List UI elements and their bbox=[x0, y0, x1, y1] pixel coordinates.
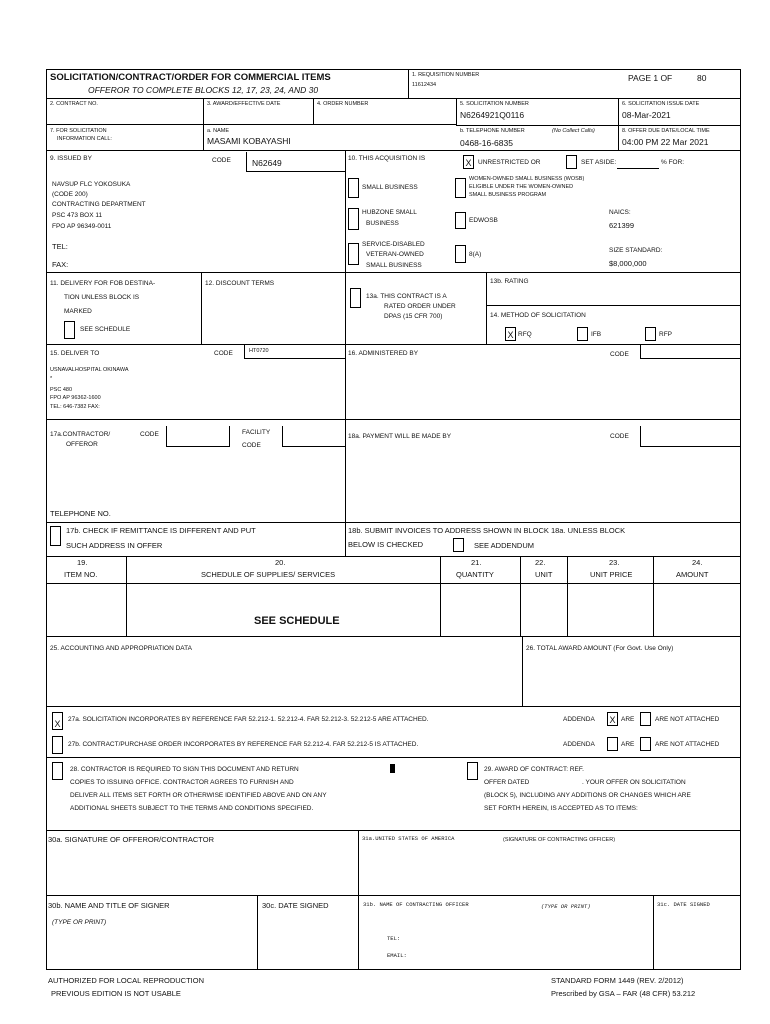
footer-right-2: Prescribed by GSA – FAR (48 CFR) 53.212 bbox=[551, 989, 696, 998]
telephone-number: 0468-16-6835 bbox=[460, 138, 513, 148]
sdvosb-line-1: SERVICE-DISABLED bbox=[362, 241, 425, 248]
see-addendum-label: SEE ADDENDUM bbox=[474, 541, 535, 550]
due-date-time: 04:00 PM 22 Mar 2021 bbox=[622, 137, 709, 147]
see-addendum-checkbox[interactable] bbox=[453, 538, 464, 552]
contractor-label-2: OFFEROR bbox=[66, 441, 98, 448]
col-quantity: QUANTITY bbox=[456, 570, 494, 579]
hubzone-line-1: HUBZONE SMALL bbox=[362, 209, 417, 216]
col-23-num: 23. bbox=[609, 558, 620, 567]
b29-line-3: (BLOCK 5), INCLUDING ANY ADDITIONS OR CHANGES WHICH ARE bbox=[484, 792, 691, 799]
b27a-are-not: ARE NOT ATTACHED bbox=[655, 716, 720, 723]
b27b-are: ARE bbox=[621, 741, 635, 748]
b27a-addenda: ADDENDA bbox=[563, 716, 595, 723]
b18b-line-2: BELOW IS CHECKED bbox=[348, 540, 424, 549]
col-unit-price: UNIT PRICE bbox=[590, 570, 633, 579]
deliver-line-3: PSC 480 bbox=[50, 387, 73, 393]
ifb-checkbox[interactable] bbox=[577, 327, 588, 341]
col-item-no: ITEM NO. bbox=[64, 570, 98, 579]
rfp-label: RFP bbox=[659, 331, 672, 338]
size-standard-label: SIZE STANDARD: bbox=[609, 247, 663, 254]
form-title: SOLICITATION/CONTRACT/ORDER FOR COMMERCIAL ITEMS bbox=[50, 72, 331, 83]
no-collect-note: (No Collect Calls) bbox=[552, 128, 595, 134]
facility-label-1: FACILITY bbox=[242, 429, 271, 436]
col-21-num: 21. bbox=[471, 558, 482, 567]
b17b-line-2: SUCH ADDRESS IN OFFER bbox=[66, 541, 163, 550]
unrestricted-checkbox[interactable]: X bbox=[463, 155, 474, 169]
rated-order-checkbox[interactable] bbox=[350, 288, 361, 308]
col-unit: UNIT bbox=[535, 570, 553, 579]
facility-label-2: CODE bbox=[242, 442, 261, 449]
discount-terms-label: 12. DISCOUNT TERMS bbox=[205, 280, 275, 287]
b27b-text: 27b. CONTRACT/PURCHASE ORDER INCORPORATES BY REFERENCE FAR 52.212-4. FAR 52.212-5 IS ATTACHED. bbox=[68, 741, 419, 748]
b11-line-1: 11. DELIVERY FOR FOB DESTINA- bbox=[50, 280, 156, 287]
requisition-label: 1. REQUISITION NUMBER bbox=[412, 72, 480, 78]
b17b-line-1: 17b. CHECK IF REMITTANCE IS DIFFERENT AND PUT bbox=[66, 526, 256, 535]
contractor-code-label: CODE bbox=[140, 431, 159, 438]
hubzone-line-2: BUSINESS bbox=[366, 220, 399, 227]
for-info-label-2: INFORMATION CALL: bbox=[57, 136, 112, 142]
col-22-num: 22. bbox=[535, 558, 546, 567]
set-aside-label: SET ASIDE: bbox=[581, 159, 617, 166]
contact-name-label: a. NAME bbox=[207, 128, 230, 134]
b28-line-1: 28. CONTRACTOR IS REQUIRED TO SIGN THIS DOCUMENT AND RETURN bbox=[70, 766, 299, 773]
b27b-are-checkbox[interactable] bbox=[607, 737, 618, 751]
rfp-checkbox[interactable] bbox=[645, 327, 656, 341]
b31b-note: (TYPE OR PRINT) bbox=[541, 903, 591, 910]
deliver-to-label: 15. DELIVER TO bbox=[50, 350, 100, 357]
payment-label: 18a. PAYMENT WILL BE MADE BY bbox=[348, 433, 452, 440]
issued-line-4: PSC 473 BOX 11 bbox=[52, 212, 103, 219]
b27a-are: ARE bbox=[621, 716, 635, 723]
eight-a-label: 8(A) bbox=[469, 251, 482, 258]
deliver-code: HT0720 bbox=[249, 348, 269, 354]
issued-fax-label: FAX: bbox=[52, 260, 69, 269]
b29-your-offer: . YOUR OFFER ON SOLICITATION bbox=[582, 779, 686, 786]
b31a-label: 31a.UNITED STATES OF AMERICA bbox=[362, 835, 455, 842]
b27a-are-not-checkbox[interactable] bbox=[640, 712, 651, 726]
solicitation-number: N6264921Q0116 bbox=[460, 110, 525, 120]
wosb-line-3: SMALL BUSINESS PROGRAM bbox=[469, 192, 547, 198]
administered-by-label: 16. ADMINISTERED BY bbox=[348, 350, 419, 357]
eight-a-checkbox[interactable] bbox=[455, 245, 466, 263]
issued-line-1: NAVSUP FLC YOKOSUKA bbox=[52, 181, 131, 188]
order-number-label: 4. ORDER NUMBER bbox=[317, 101, 369, 107]
payment-code-field bbox=[640, 426, 741, 447]
col-19-num: 19. bbox=[77, 558, 88, 567]
issued-tel-label: TEL: bbox=[52, 242, 68, 251]
b13a-line-3: DPAS (15 CFR 700) bbox=[384, 313, 443, 320]
b29-line-2: OFFER DATED bbox=[484, 779, 530, 786]
solicitation-number-label: 5. SOLICITATION NUMBER bbox=[460, 101, 529, 107]
edwosb-checkbox[interactable] bbox=[455, 212, 466, 229]
b28-line-3: DELIVER ALL ITEMS SET FORTH OR OTHERWISE IDENTIFIED ABOVE AND ON ANY bbox=[70, 792, 327, 799]
telephone-label: b. TELEPHONE NUMBER bbox=[460, 128, 525, 134]
footer-right-1: STANDARD FORM 1449 (REV. 2/2012) bbox=[551, 976, 684, 985]
contractor-code-field bbox=[166, 426, 230, 447]
b13a-line-1: 13a. THIS CONTRACT IS A bbox=[366, 293, 447, 300]
issued-code-label: CODE bbox=[212, 157, 231, 164]
issued-line-2: (CODE 200) bbox=[52, 191, 88, 198]
b29-line-1: 29. AWARD OF CONTRACT: REF. bbox=[484, 766, 584, 773]
ifb-label: IFB bbox=[591, 331, 602, 338]
issued-line-3: CONTRACTING DEPARTMENT bbox=[52, 201, 146, 208]
wosb-line-2: ELIGIBLE UNDER THE WOMEN-OWNED bbox=[469, 184, 574, 190]
see-schedule-body: SEE SCHEDULE bbox=[254, 615, 340, 627]
b27a-are-checkbox[interactable]: X bbox=[607, 712, 618, 726]
b29-checkbox[interactable] bbox=[467, 762, 478, 780]
b27a-text: 27a. SOLICITATION INCORPORATES BY REFERENCE FAR 52.212-1. 52.212-4. FAR 52.212-3. 52.212-5 ARE ATTACHED. bbox=[68, 716, 429, 723]
b27b-addenda: ADDENDA bbox=[563, 741, 595, 748]
hubzone-checkbox[interactable] bbox=[348, 208, 359, 230]
naics-code: 621399 bbox=[609, 221, 635, 230]
b13a-line-2: RATED ORDER UNDER bbox=[384, 303, 456, 310]
copies-marker bbox=[390, 764, 395, 773]
sdvosb-line-2: VETERAN-OWNED bbox=[366, 251, 424, 258]
b11-line-3: MARKED bbox=[64, 308, 92, 315]
contract-no-label: 2. CONTRACT NO. bbox=[50, 101, 98, 107]
col-schedule: SCHEDULE OF SUPPLIES/ SERVICES bbox=[201, 570, 336, 579]
b27a-checkbox[interactable]: X bbox=[52, 712, 63, 730]
col-amount: AMOUNT bbox=[676, 570, 709, 579]
admin-code-field bbox=[640, 345, 741, 359]
acquisition-label: 10. THIS ACQUISITION IS bbox=[348, 155, 426, 162]
b30c-label: 30c. DATE SIGNED bbox=[262, 901, 329, 910]
b18b-line-1: 18b. SUBMIT INVOICES TO ADDRESS SHOWN IN BLOCK 18a. UNLESS BLOCK bbox=[348, 526, 626, 535]
small-business-checkbox[interactable] bbox=[348, 178, 359, 198]
b30b-type-print: (TYPE OR PRINT) bbox=[52, 919, 107, 926]
due-date-label: 8. OFFER DUE DATE/LOCAL TIME bbox=[622, 128, 710, 134]
admin-code-label: CODE bbox=[610, 351, 629, 358]
footer-left-2: PREVIOUS EDITION IS NOT USABLE bbox=[51, 989, 181, 998]
rfq-label: RFQ bbox=[518, 331, 532, 338]
remittance-checkbox[interactable] bbox=[50, 526, 61, 546]
sdvosb-checkbox[interactable] bbox=[348, 243, 359, 265]
deliver-code-label: CODE bbox=[214, 350, 233, 357]
issue-date: 08-Mar-2021 bbox=[622, 110, 671, 120]
b28-line-4: ADDITIONAL SHEETS SUBJECT TO THE TERMS AND CONDITIONS SPECIFIED. bbox=[70, 805, 314, 812]
deliver-line-2: * bbox=[50, 376, 53, 382]
b31c-label: 31c. DATE SIGNED bbox=[657, 901, 710, 908]
unrestricted-label: UNRESTRICTED OR bbox=[478, 159, 541, 166]
telephone-no-label: TELEPHONE NO. bbox=[50, 509, 111, 518]
naics-label: NAICS: bbox=[609, 209, 631, 216]
b31b-label: 31b. NAME OF CONTRACTING OFFICER bbox=[363, 901, 469, 908]
officer-tel-label: TEL: bbox=[387, 935, 401, 942]
footer-left-1: AUTHORIZED FOR LOCAL REPRODUCTION bbox=[48, 976, 204, 985]
deliver-line-5: TEL: 646-7382 FAX: bbox=[50, 404, 100, 410]
total-award-label: 26. TOTAL AWARD AMOUNT (For Govt. Use Only) bbox=[526, 645, 674, 652]
edwosb-label: EDWOSB bbox=[469, 217, 498, 224]
wosb-checkbox[interactable] bbox=[455, 178, 466, 198]
b31a-note: (SIGNATURE OF CONTRACTING OFFICER) bbox=[503, 837, 616, 843]
form-subtitle: OFFEROR TO COMPLETE BLOCKS 12, 17, 23, 24, AND 30 bbox=[88, 85, 319, 95]
set-aside-checkbox[interactable] bbox=[566, 155, 577, 169]
sdvosb-line-3: SMALL BUSINESS bbox=[366, 262, 422, 269]
contractor-label-1: 17a.CONTRACTOR/ bbox=[50, 431, 111, 438]
contact-name: MASAMI KOBAYASHI bbox=[207, 136, 291, 146]
deliver-line-4: FPO AP 96362-1600 bbox=[50, 395, 101, 401]
accounting-label: 25. ACCOUNTING AND APPROPRIATION DATA bbox=[50, 645, 192, 652]
page-label: PAGE 1 OF bbox=[628, 73, 673, 83]
size-standard: $8,000,000 bbox=[609, 259, 647, 268]
wosb-line-1: WOMEN-OWNED SMALL BUSINESS (WOSB) bbox=[469, 176, 585, 182]
col-20-num: 20. bbox=[275, 558, 286, 567]
b30a-label: 30a. SIGNATURE OF OFFEROR/CONTRACTOR bbox=[48, 835, 214, 844]
b27b-checkbox[interactable] bbox=[52, 736, 63, 754]
b29-line-4: SET FORTH HEREIN, IS ACCEPTED AS TO ITEMS: bbox=[484, 805, 638, 812]
method-label: 14. METHOD OF SOLICITATION bbox=[490, 312, 586, 319]
officer-email-label: EMAIL: bbox=[387, 952, 407, 959]
rfq-checkbox[interactable]: X bbox=[505, 327, 516, 341]
facility-code-field bbox=[282, 426, 345, 447]
for-info-label-1: 7. FOR SOLICITATION bbox=[50, 128, 107, 134]
b28-checkbox[interactable] bbox=[52, 762, 63, 780]
rating-label: 13b. RATING bbox=[490, 278, 529, 285]
percent-for-label: % FOR: bbox=[661, 159, 685, 166]
deliver-line-1: USNAVALHOSPITAL OKINAWA bbox=[50, 367, 129, 373]
page-total: 80 bbox=[697, 73, 707, 83]
b11-line-2: TION UNLESS BLOCK IS bbox=[64, 294, 140, 301]
col-24-num: 24. bbox=[692, 558, 703, 567]
small-business-label: SMALL BUSINESS bbox=[362, 184, 418, 191]
award-date-label: 3. AWARD/EFFECTIVE DATE bbox=[207, 101, 281, 107]
b28-line-2: COPIES TO ISSUING OFFICE. CONTRACTOR AGREES TO FURNISH AND bbox=[70, 779, 294, 786]
see-schedule-checkbox[interactable] bbox=[64, 321, 75, 339]
b27b-are-not: ARE NOT ATTACHED bbox=[655, 741, 720, 748]
see-schedule-label: SEE SCHEDULE bbox=[80, 326, 131, 333]
b30b-label: 30b. NAME AND TITLE OF SIGNER bbox=[48, 901, 170, 910]
issued-line-5: FPO AP 96349-0011 bbox=[52, 223, 112, 230]
requisition-number: 11612434 bbox=[412, 82, 437, 88]
issued-by-label: 9. ISSUED BY bbox=[50, 155, 92, 162]
b27b-are-not-checkbox[interactable] bbox=[640, 737, 651, 751]
issued-code: N62649 bbox=[252, 158, 282, 168]
issue-date-label: 6. SOLICITATION ISSUE DATE bbox=[622, 101, 700, 107]
payment-code-label: CODE bbox=[610, 433, 629, 440]
